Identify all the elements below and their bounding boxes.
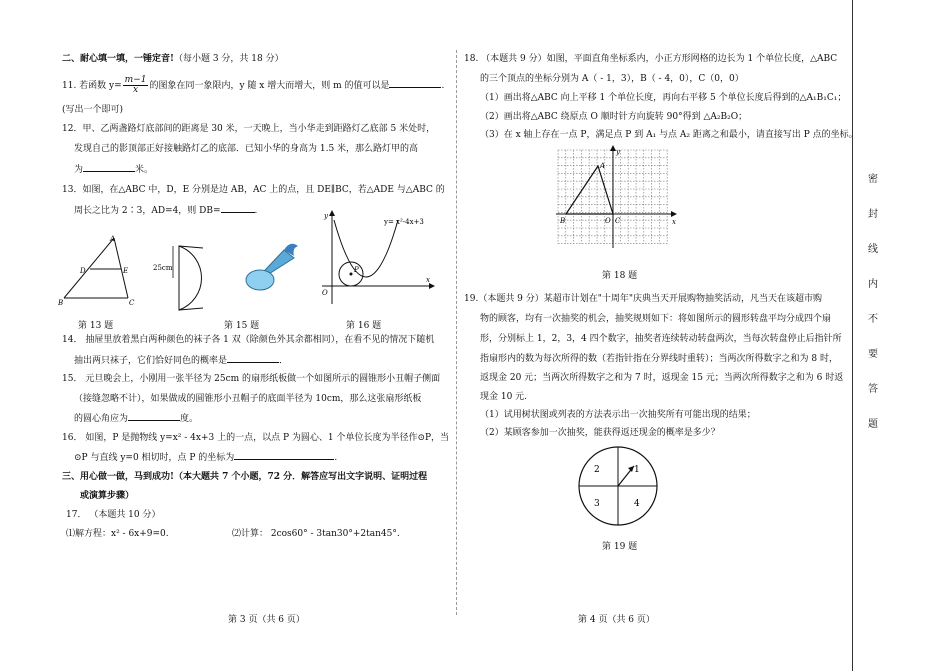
q15-line2: （接缝忽略不计），如果做成的圆锥形小丑帽子的底面半径为 10cm，那么这张扇形纸板	[74, 394, 422, 404]
fig15-sector-shape	[179, 246, 202, 310]
q18-line5: （3）在 x 轴上存在一点 P，满足点 P 到 A₁ 与点 A₂ 距离之和最小，请直接写出 P 点的坐标。	[480, 130, 858, 140]
q11-fraction	[123, 76, 149, 95]
seal-char-2: 封	[868, 209, 878, 220]
q19-line3: 形，分别标上 1，2，3，4 四个数字，抽奖者连续转动转盘两次，当每次转盘停止后指针所	[480, 334, 842, 344]
question-11	[62, 76, 444, 95]
figure-18-grid	[552, 144, 680, 252]
q12-line3	[74, 163, 153, 176]
q18-line2: 的三个顶点的坐标分别为 A（ - 1，3），B（ - 4，0），C（0，0）	[480, 74, 744, 84]
q14-line2b: ．	[279, 356, 289, 366]
figure-19-spinner	[576, 444, 660, 528]
seal-char-4: 内	[868, 279, 878, 290]
q12-answer-blank[interactable]	[83, 163, 135, 172]
q11-answer-blank[interactable]	[389, 79, 441, 88]
fig13-label-b: B	[58, 299, 64, 306]
seal-char-3: 线	[868, 244, 878, 255]
q15-line3b: 度。	[180, 414, 199, 424]
fig16-equation: y= x²-4x+3	[384, 218, 424, 226]
q11-prefix: 11. 若函数 y=	[62, 81, 122, 91]
q11-note: (写出一个即可)	[62, 105, 124, 115]
section3-line1: 三、用心做一做，马到成功!（本大题共 7 个小题，72 分．解答应写出文字说明、证明过程	[62, 472, 428, 482]
spinner-sector-3: 3	[594, 499, 600, 509]
seal-char-1: 密	[868, 174, 878, 185]
fig16-label-p: P	[354, 266, 359, 274]
fig18-x-arrow-icon	[671, 211, 677, 217]
q11-text: 的图象在同一象限内，y 随 x 增大而增大，则 m 的值可以是	[149, 81, 390, 91]
q15-line1: 15． 元旦晚会上，小刚用一张半径为 25cm 的扇形纸板做一个如图所示的圆锥形小丑帽子侧面	[62, 374, 441, 384]
figure-15-sector	[153, 240, 243, 316]
q16-line2b: .	[334, 453, 338, 463]
fig13-label-c: C	[129, 299, 135, 306]
q16-line2a: ⊙P 与直线 y=0 相切时，点 P 的坐标为	[74, 453, 235, 463]
q12-line3b: 米。	[135, 165, 154, 175]
q16-line2	[74, 451, 337, 464]
fig13-label-d: D	[80, 267, 86, 275]
fig16-label-o: O	[322, 289, 328, 297]
q14-answer-blank[interactable]	[227, 354, 279, 363]
fig18-label-o: O	[605, 217, 611, 225]
fig18-label-y: y	[616, 148, 620, 156]
q11-denominator: x	[133, 85, 139, 95]
right-page	[456, 0, 858, 671]
q15-line3a: 的圆心角应为	[74, 414, 129, 424]
fig16-y-arrow-icon	[329, 210, 335, 216]
q19-line2: 物的顾客，均有一次抽奖的机会，抽奖规则如下：将如图所示的圆形转盘平均分成四个扇	[480, 314, 832, 324]
fig16-label-y: y	[324, 212, 328, 220]
q18-line1: 18. （本题共 9 分）如图，平面直角坐标系内，小正方形网格的边长为 1 个单位长度，△ABC	[464, 54, 838, 64]
q12-line3a: 为	[74, 165, 84, 175]
q13-line1: 13．如图，在△ABC 中，D，E 分别是边 AB，AC 上的点，且 DE∥BC，若△ADE 与△ABC 的	[62, 185, 445, 195]
q19-line5: 返现金 20 元；当两次所得数字之和为 7 时，返现金 15 元；当两次所得数字之和为 6 时返	[480, 373, 844, 383]
q14-line2	[74, 354, 288, 367]
q12-line1: 12．甲、乙两盏路灯底部间的距离是 30 米，一天晚上，当小华走到距路灯乙底部 5 米处时，	[62, 124, 436, 134]
q13-line2	[74, 204, 257, 217]
page-number-3: 第 3 页（共 6 页）	[228, 615, 305, 625]
hat-brim-icon	[246, 270, 274, 290]
fig15-caption: 第 15 题	[224, 321, 260, 331]
q16-answer-blank[interactable]	[234, 451, 334, 460]
section2-heading	[62, 53, 284, 65]
clown-hat-illustration	[238, 240, 302, 294]
fig16-caption: 第 16 题	[346, 321, 382, 331]
seal-char-7: 答	[868, 384, 878, 395]
spinner-sector-2: 2	[594, 465, 600, 475]
fig16-label-x: x	[426, 276, 430, 284]
q19-line6: 现金 10 元.	[480, 392, 528, 402]
q19-line1: 19.（本题共 9 分）某超市计划在"十周年"庆典当天开展购物抽奖活动，凡当天在该超市购	[464, 294, 823, 304]
fig15-radius-label: 25cm	[153, 264, 173, 272]
q18-line3: （1）画出将△ABC 向上平移 1 个单位长度，再向右平移 5 个单位长度后得到的△A₁B₁C₁；	[480, 93, 847, 103]
figure-16-parabola	[318, 208, 438, 308]
fig13-side-ab	[64, 238, 114, 298]
q19-part1: （1）试用树状图或列表的方法表示出一次抽奖所有可能出现的结果；	[480, 410, 756, 420]
seal-char-6: 要	[868, 349, 878, 360]
seal-char-5: 不	[868, 314, 878, 325]
q13-answer-blank[interactable]	[221, 204, 255, 213]
q13-line2b: .	[254, 206, 258, 216]
q11-end: .	[441, 81, 445, 91]
q17-part2: ⑵计算： 2cos60° - 3tan30°+2tan45°.	[232, 529, 400, 539]
left-page	[0, 0, 456, 671]
q11-numerator: m−1	[124, 75, 147, 85]
q18-line4: （2）画出将△ABC 绕原点 O 顺时针方向旋转 90°得到 △A₂B₂O；	[480, 112, 748, 122]
fig19-caption: 第 19 题	[602, 542, 638, 552]
fig16-parabola-curve	[334, 220, 398, 277]
fig18-label-a: A	[600, 162, 606, 170]
section3-line2: 或演算步骤）	[80, 491, 135, 501]
q15-answer-blank[interactable]	[128, 412, 180, 421]
q19-part2: （2）某顾客参加一次抽奖，能获得返还现金的概率是多少？	[480, 428, 720, 438]
spinner-sector-1: 1	[634, 465, 640, 475]
q14-line2a: 抽出两只袜子，它们恰好同色的概率是	[74, 356, 228, 366]
q16-line1: 16． 如图，P 是抛物线 y=x² - 4x+3 上的一点，以点 P 为圆心、1 个单位长度为半径作⊙P，当	[62, 433, 450, 443]
q12-line2: 发现自己的影顶部正好接触路灯乙的底部．已知小华的身高为 1.5 米，那么路灯甲的高	[74, 144, 419, 154]
fig18-label-b: B	[560, 217, 566, 225]
q19-line4: 指扇形内的数为每次所得的数（若指针指在分界线时重转）；当两次所得数字之和为 8 时，	[480, 354, 838, 364]
q17-title: 17． （本题共 10 分）	[66, 510, 161, 520]
seal-line	[852, 0, 853, 671]
fig13-label-e: E	[123, 267, 129, 275]
fig18-caption: 第 18 题	[602, 271, 638, 281]
section2-note: （每小题 3 分，共 18 分）	[173, 54, 284, 64]
fig13-label-a: A	[110, 235, 116, 243]
seal-char-8: 题	[868, 419, 878, 430]
page-number-4: 第 4 页（共 6 页）	[578, 615, 655, 625]
fig16-point-p	[350, 273, 353, 276]
figure-13-triangle	[58, 232, 142, 306]
fig13-caption: 第 13 题	[78, 321, 114, 331]
q17-part1: ⑴解方程：x² - 6x+9=0.	[66, 529, 169, 539]
q14-line1: 14． 抽屉里放着黑白两种颜色的袜子各 1 双（除颜色外其余都相同），在看不见的情况下随机	[62, 335, 435, 345]
fig18-label-c: C	[615, 217, 621, 225]
section2-title: 二、耐心填一填，一锤定音!	[62, 54, 174, 64]
q15-line3	[74, 412, 198, 425]
fig18-label-x: x	[672, 218, 676, 226]
q13-line2a: 周长之比为 2∶3，AD=4，则 DB=	[74, 206, 221, 216]
spinner-sector-4: 4	[634, 499, 640, 509]
